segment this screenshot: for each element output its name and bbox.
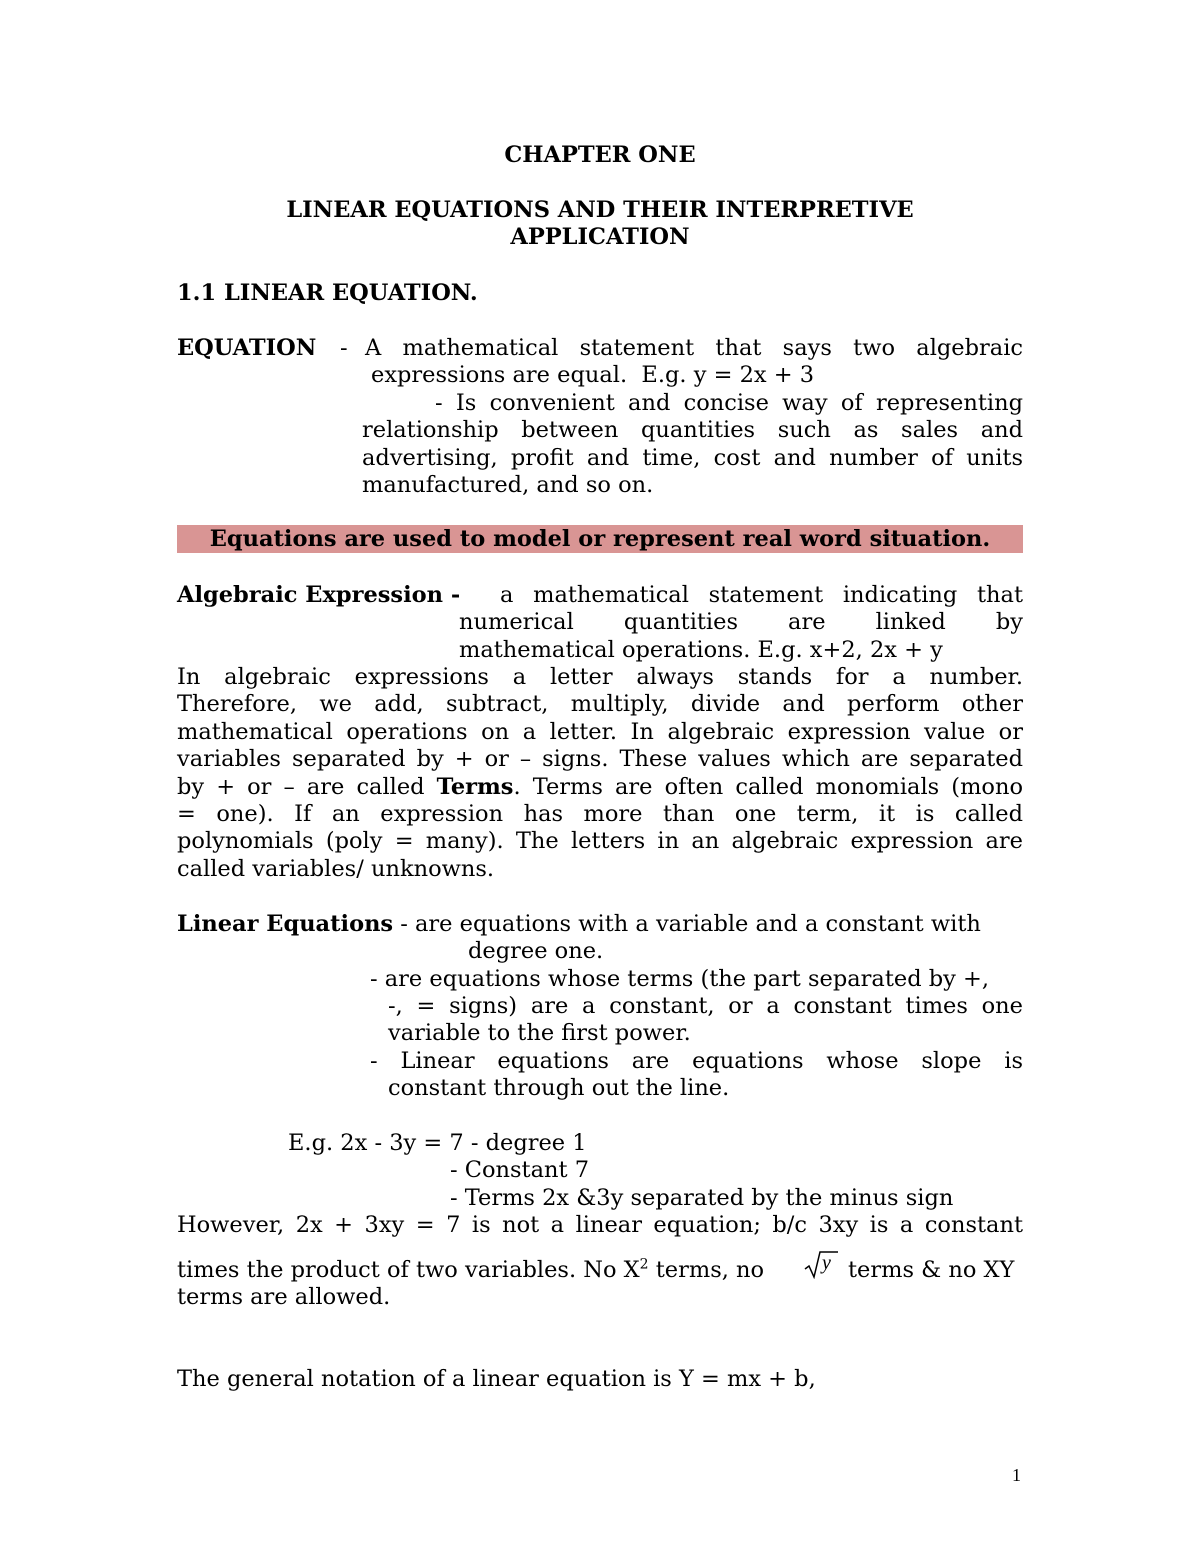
however-text: times the product of two variables. No X [177, 1257, 640, 1283]
equation-line-5: advertising, profit and time, cost and number of units [362, 445, 1023, 471]
sqrt-variable: y [822, 1252, 831, 1274]
equation-line-2: expressions are equal. E.g. y = 2x + 3 [371, 362, 815, 388]
title-line-2: APPLICATION [510, 224, 690, 250]
terms-keyword: Terms [436, 773, 514, 800]
superscript-two: 2 [639, 1256, 649, 1273]
linear-def: - are equations with a variable and a constant with [393, 911, 981, 937]
general-notation: The general notation of a linear equation is Y = mx + b, [177, 1366, 816, 1392]
however-line-1: However, 2x + 3xy = 7 is not a linear equation; b/c 3xy is a constant [177, 1212, 1023, 1238]
however-line-2a [177, 1257, 764, 1284]
algebraic-line-2: numerical quantities are linked by [459, 609, 1023, 635]
linear-line-5: variable to the first power. [388, 1020, 691, 1046]
algebraic-line-1: a mathematical statement indicating that [500, 582, 1023, 608]
however-line-3: terms are allowed. [177, 1284, 391, 1310]
paragraph-line: mathematical operations on a letter. In algebraic expression value or [177, 718, 1023, 745]
equation-dash: - [340, 335, 348, 361]
highlight-statement: Equations are used to model or represent real word situation. [177, 525, 1023, 553]
algebraic-line-3: mathematical operations. E.g. x+2, 2x + y [459, 637, 943, 663]
example-line-1: E.g. 2x - 3y = 7 - degree 1 [288, 1130, 587, 1156]
equation-line-4: relationship between quantities such as sales and [362, 417, 1023, 443]
linear-line-3: - are equations whose terms (the part separated by +, [370, 966, 990, 992]
title-line-1: LINEAR EQUATIONS AND THEIR INTERPRETIVE [286, 197, 914, 223]
chapter-heading: CHAPTER ONE [504, 142, 696, 168]
example-line-2: - Constant 7 [450, 1157, 590, 1183]
linear-line-4: -, = signs) are a constant, or a constant times one [388, 993, 1023, 1019]
algebraic-term: Algebraic Expression - [177, 582, 461, 608]
linear-line-2: degree one. [468, 938, 604, 964]
paragraph-text: . Terms are often called monomials (mono [513, 773, 1023, 800]
linear-line-7: constant through out the line. [388, 1075, 730, 1101]
linear-line-1 [177, 911, 1023, 938]
paragraph-line: polynomials (poly = many). The letters in an algebraic expression are [177, 828, 1023, 855]
square-root-symbol [804, 1249, 838, 1279]
example-line-3: - Terms 2x &3y separated by the minus sign [450, 1185, 954, 1211]
however-line-2b: terms & no XY [848, 1257, 1015, 1283]
paragraph-line: variables separated by + or – signs. These values which are separated [177, 746, 1023, 773]
however-text: terms, no [648, 1257, 765, 1283]
paragraph-text: by + or – are called [177, 773, 437, 800]
equation-line-3: - Is convenient and concise way of representing [435, 390, 1023, 416]
page-number: 1 [1012, 1465, 1021, 1485]
paragraph-line: In algebraic expressions a letter always stands for a number. [177, 664, 1023, 690]
equation-line-1: A mathematical statement that says two algebraic [365, 335, 1023, 361]
linear-line-6: - Linear equations are equations whose slope is [370, 1048, 1023, 1074]
paragraph-line: Therefore, we add, subtract, multiply, divide and perform other [177, 691, 1023, 718]
paragraph-line [177, 774, 1023, 801]
equation-term: EQUATION [177, 335, 317, 361]
paragraph-line: called variables/ unknowns. [177, 855, 495, 882]
paragraph-line: = one). If an expression has more than one term, it is called [177, 801, 1023, 828]
section-heading: 1.1 LINEAR EQUATION. [177, 280, 478, 306]
linear-term: Linear Equations [177, 911, 394, 937]
equation-line-6: manufactured, and so on. [362, 472, 654, 498]
algebraic-paragraph [177, 664, 1023, 883]
